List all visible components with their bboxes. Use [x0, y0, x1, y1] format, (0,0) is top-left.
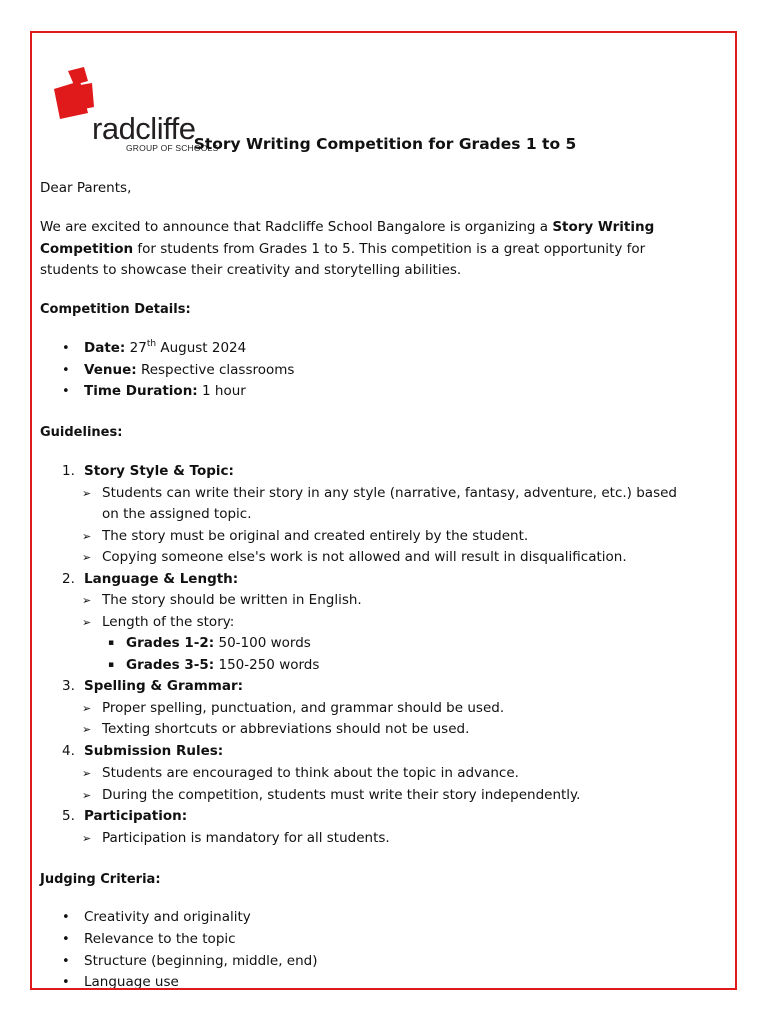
guideline-number: 2.	[62, 571, 75, 587]
judging-item-text: Structure (beginning, middle, end)	[84, 953, 318, 969]
list-item-text: Proper spelling, punctuation, and grammar should be used.	[102, 700, 505, 716]
bullet-icon: •	[62, 341, 70, 356]
duration-value: 1 hour	[197, 383, 246, 399]
guideline-4	[62, 741, 223, 763]
guideline-number: 4.	[62, 743, 75, 759]
date-suffix: th	[146, 339, 157, 349]
guideline-title: Participation:	[84, 808, 188, 824]
guideline-title: Story Style & Topic:	[84, 463, 234, 479]
judging-item	[62, 929, 236, 951]
judging-item	[62, 972, 179, 990]
intro-text-1: We are excited to announce that Radcliffe School Bangalore is organizing a	[40, 219, 553, 235]
bullet-icon: •	[62, 910, 70, 925]
guideline-5	[62, 806, 187, 828]
bullet-icon: •	[62, 932, 70, 947]
guideline-number: 5.	[62, 808, 75, 824]
guideline-2	[62, 569, 238, 591]
list-item	[82, 526, 528, 548]
arrow-icon: ➢	[82, 594, 92, 607]
date-label: Date:	[84, 340, 126, 356]
arrow-icon: ➢	[82, 487, 92, 500]
greeting: Dear Parents,	[40, 180, 132, 196]
sub-list-item	[108, 655, 319, 677]
page-title: Story Writing Competition for Grades 1 to 5	[193, 135, 577, 153]
guideline-number: 3.	[62, 678, 75, 694]
arrow-icon: ➢	[82, 723, 92, 736]
judging-item	[62, 951, 318, 973]
list-item-continuation: on the assigned topic.	[102, 506, 252, 522]
judging-heading: Judging Criteria:	[40, 872, 161, 887]
sub-list-item	[108, 633, 311, 655]
list-item	[82, 785, 580, 807]
grade-label: Grades 1-2:	[126, 635, 215, 651]
guideline-title: Language & Length:	[84, 571, 239, 587]
logo-tagline: GROUP OF SCHOOLS	[126, 143, 219, 153]
arrow-icon: ➢	[82, 789, 92, 802]
list-item	[82, 612, 234, 634]
venue-value: Respective classrooms	[136, 362, 295, 378]
bullet-icon: •	[62, 384, 70, 399]
grade-label: Grades 3-5:	[126, 657, 215, 673]
arrow-icon: ➢	[82, 616, 92, 629]
guideline-title: Submission Rules:	[84, 743, 224, 759]
guideline-title: Spelling & Grammar:	[84, 678, 244, 694]
grade-value: 50-100 words	[214, 635, 311, 651]
list-item-text: Texting shortcuts or abbreviations should not be used.	[102, 721, 470, 737]
judging-item-text: Relevance to the topic	[84, 931, 236, 947]
guideline-number: 1.	[62, 463, 75, 479]
arrow-icon: ➢	[82, 530, 92, 543]
date-rest: August 2024	[156, 340, 247, 356]
square-bullet-icon: ▪	[108, 660, 115, 670]
bullet-icon: •	[62, 363, 70, 378]
judging-item-text: Creativity and originality	[84, 909, 251, 925]
list-item-text: Participation is mandatory for all students.	[102, 830, 390, 846]
arrow-icon: ➢	[82, 551, 92, 564]
list-item-text: The story must be original and created entirely by the student.	[102, 528, 529, 544]
list-item	[82, 828, 390, 850]
list-item-text: Students can write their story in any style (narrative, fantasy, adventure, etc.) based	[102, 485, 677, 501]
detail-date	[62, 338, 246, 360]
list-item	[82, 763, 519, 785]
guidelines-heading: Guidelines:	[40, 425, 123, 440]
arrow-icon: ➢	[82, 767, 92, 780]
details-heading: Competition Details:	[40, 302, 191, 317]
bullet-icon: •	[62, 975, 70, 990]
list-item-text: During the competition, students must write their story independently.	[102, 787, 581, 803]
intro-paragraph	[40, 217, 700, 282]
list-item	[82, 547, 627, 569]
list-item-text: The story should be written in English.	[102, 592, 362, 608]
bullet-icon: •	[62, 954, 70, 969]
list-item	[82, 719, 469, 741]
date-day: 27	[129, 340, 147, 356]
detail-duration	[62, 381, 246, 403]
list-item	[82, 483, 677, 505]
list-item-text: Length of the story:	[102, 614, 235, 630]
intro-text-2: for students from Grades 1 to 5. This competition is a great opportunity for students to showcase their creativity and storytelling abilities.	[40, 240, 646, 278]
guideline-3	[62, 676, 243, 698]
list-item-text: Students are encouraged to think about the topic in advance.	[102, 765, 519, 781]
arrow-icon: ➢	[82, 702, 92, 715]
list-item	[82, 698, 504, 720]
detail-venue	[62, 360, 294, 382]
judging-item-text: Language use	[84, 974, 179, 990]
judging-item	[62, 907, 251, 929]
duration-label: Time Duration:	[84, 383, 198, 399]
intro-bold: Story Writing Competition	[40, 219, 655, 257]
list-item	[82, 590, 362, 612]
guideline-1	[62, 461, 234, 483]
arrow-icon: ➢	[82, 832, 92, 845]
page-border	[30, 31, 737, 990]
venue-label: Venue:	[84, 362, 137, 378]
logo-wordmark: radcliffe	[92, 111, 196, 146]
grade-value: 150-250 words	[214, 657, 320, 673]
list-item-text: Copying someone else's work is not allowed and will result in disqualification.	[102, 549, 627, 565]
square-bullet-icon: ▪	[108, 638, 115, 648]
